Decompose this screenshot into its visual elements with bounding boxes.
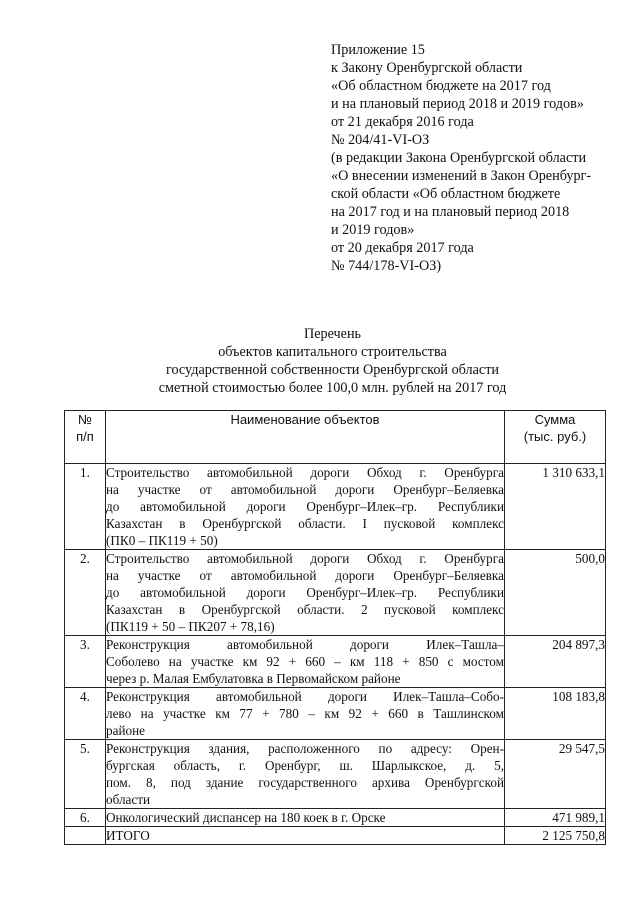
row-number: 6. (65, 809, 106, 827)
appendix-line: (в редакции Закона Оренбургской области (331, 150, 587, 166)
row-name-line: (ПК0 – ПК119 + 50) (106, 533, 218, 548)
appendix-line: на 2017 год и на плановый период 2018 (331, 204, 570, 220)
row-name-line: до автомобильной дороги Оренбург–Илек–гр. Республики (106, 499, 504, 514)
table-row (65, 636, 606, 688)
appendix-line: «О внесении изменений в Закон Оренбург- (331, 168, 592, 184)
row-sum: 471 989,1 (505, 809, 606, 827)
appendix-line: ской области «Об областном бюджете (331, 186, 561, 202)
table-total-row (65, 827, 606, 845)
row-name-line: Реконструкция здания, расположенного по адресу: Орен- (106, 741, 504, 756)
appendix-line: Приложение 15 (331, 42, 425, 58)
row-sum: 500,0 (505, 550, 606, 636)
header-name: Наименование объектов (106, 411, 505, 464)
row-name-line: области (106, 792, 151, 807)
row-name (106, 740, 505, 809)
table-header-row (65, 411, 606, 464)
row-number: 4. (65, 688, 106, 740)
row-number: 3. (65, 636, 106, 688)
row-name-line: пом. 8, под здание государственного архива Оренбургской (106, 775, 504, 790)
appendix-line: от 21 декабря 2016 года (331, 114, 474, 130)
row-sum: 1 310 633,1 (505, 464, 606, 550)
total-label: ИТОГО (106, 827, 505, 845)
row-name-line: Казахстан в Оренбургской области. I пусковой комплекс (106, 516, 504, 531)
title-line: объектов капитального строительства (218, 344, 447, 360)
row-name-line: Онкологический диспансер на 180 коек в г. Орске (106, 810, 386, 825)
row-name-line: на участке от автомобильной дороги Оренбург–Беляевка (106, 482, 504, 497)
table-row (65, 740, 606, 809)
header-number-line1: № (78, 412, 92, 427)
row-name-line: Строительство автомобильной дороги Обход г. Оренбурга (106, 465, 504, 480)
row-name-line: Реконструкция автомобильной дороги Илек–Ташла– (106, 637, 504, 652)
table-row (65, 809, 606, 827)
table-row (65, 688, 606, 740)
objects-table (64, 410, 606, 845)
row-name-line: Строительство автомобильной дороги Обход г. Оренбурга (106, 551, 504, 566)
row-name-line: районе (106, 723, 146, 738)
row-name-line: лево на участке км 77 + 780 – км 92 + 660 в Ташлинском (106, 706, 504, 721)
row-number: 2. (65, 550, 106, 636)
row-name-line: на участке от автомобильной дороги Оренбург–Беляевка (106, 568, 504, 583)
appendix-header (331, 41, 621, 275)
appendix-line: «Об областном бюджете на 2017 год (331, 78, 551, 94)
appendix-line: № 204/41-VI-ОЗ (331, 132, 430, 148)
appendix-line: к Закону Оренбургской области (331, 60, 523, 76)
row-name (106, 464, 505, 550)
table-row (65, 464, 606, 550)
header-sum-line1: Сумма (534, 412, 576, 427)
row-number: 1. (65, 464, 106, 550)
row-name (106, 809, 505, 827)
header-sum-line2: (тыс. руб.) (523, 429, 587, 444)
header-number-line2: п/п (76, 429, 94, 444)
header-number (65, 411, 106, 464)
title-line: сметной стоимостью более 100,0 млн. рублей на 2017 год (158, 380, 507, 396)
total-number-cell (65, 827, 106, 845)
row-sum: 29 547,5 (505, 740, 606, 809)
document-title (60, 325, 605, 397)
row-name (106, 636, 505, 688)
appendix-line: и на плановый период 2018 и 2019 годов» (331, 96, 584, 112)
row-name-line: Реконструкция автомобильной дороги Илек–Ташла–Собо- (106, 689, 504, 704)
appendix-line: № 744/178-VI-ОЗ) (331, 258, 442, 274)
title-line: Перечень (303, 326, 362, 342)
row-name-line: Соболево на участке км 92 + 660 – км 118 + 850 с мостом (106, 654, 504, 669)
title-line: государственной собственности Оренбургской области (166, 362, 499, 378)
row-sum: 108 183,8 (505, 688, 606, 740)
appendix-line: от 20 декабря 2017 года (331, 240, 474, 256)
row-name-line: бургская область, г. Оренбург, ш. Шарлыкское, д. 5, (106, 758, 504, 773)
row-name (106, 550, 505, 636)
row-name-line: через р. Малая Ембулатовка в Первомайском районе (106, 671, 401, 686)
row-name-line: (ПК119 + 50 – ПК207 + 78,16) (106, 619, 275, 634)
header-sum (505, 411, 606, 464)
row-name-line: Казахстан в Оренбургской области. 2 пусковой комплекс (106, 602, 504, 617)
table-row (65, 550, 606, 636)
row-name-line: до автомобильной дороги Оренбург–Илек–гр. Республики (106, 585, 504, 600)
row-sum: 204 897,3 (505, 636, 606, 688)
appendix-line: и 2019 годов» (331, 222, 415, 238)
row-name (106, 688, 505, 740)
row-number: 5. (65, 740, 106, 809)
total-sum: 2 125 750,8 (505, 827, 606, 845)
